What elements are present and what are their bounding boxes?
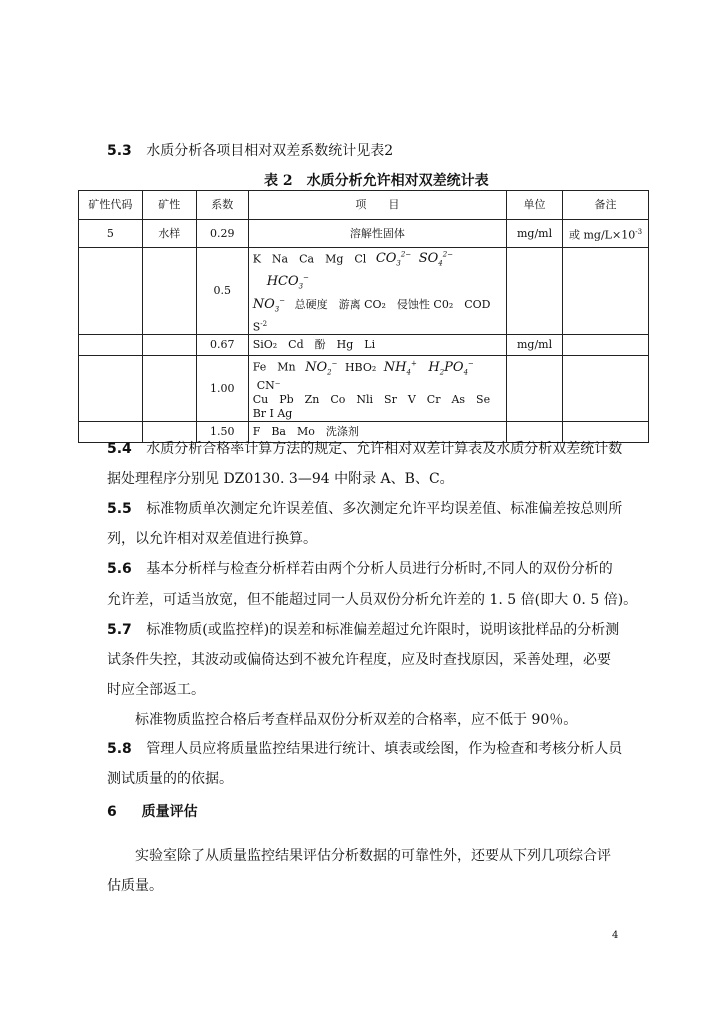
formula-hco3: $HCO_3^-$ [266,273,309,291]
paragraph-line: 实验室除了从质量监控结果评估分析数据的可靠性外，还要从下列几项综合评 [135,848,611,864]
section-number: 5.4 [107,441,132,457]
section-5-5 [107,501,622,517]
formula-co3: $CO_3^{2-}$ [375,251,412,268]
cell-item [248,248,506,335]
item-line [253,248,502,294]
formula-h2po4: $H_2PO_4^-$ [428,359,474,377]
paragraph-line: 测试质量的的依据。 [107,771,233,787]
formula-nh4: $NH_4^+$ [383,359,417,377]
formula-no3: $NO_3^-$ [252,296,286,314]
header-cell: 矿性 [142,191,196,220]
note-text: 或 mg/L×10 [569,228,636,242]
cell-type [142,248,196,335]
cell-type: 水样 [142,220,196,248]
header-cell: 项 目 [248,191,506,220]
cell-unit: mg/ml [507,335,563,356]
section-6-heading [107,804,198,820]
cell-code [79,422,143,443]
cell-item: SiO₂ Cd 酚 Hg Li [248,335,506,356]
paragraph-line: 标准物质监控合格后考查样品双份分析双差的合格率，应不低于 90％。 [135,712,578,728]
cell-unit [507,248,563,335]
header-cell: 矿性代码 [79,191,143,220]
cell-note [563,220,649,248]
item-line: Cu Pb Zn Co Nli Sr V Cr As Se [252,393,491,407]
paragraph-line: 据处理程序分别见 DZ0130. 3—94 中附录 A、B、C。 [107,471,454,487]
section-5-3 [107,143,393,159]
section-5-7 [107,622,619,638]
header-cell: 单位 [507,191,563,220]
cell-coef: 1.00 [196,356,248,422]
page-number: 4 [612,930,619,941]
section-title: 质量评估 [141,804,198,820]
paragraph-line: 估质量。 [107,878,163,894]
cell-item [248,356,506,422]
section-5-4 [107,441,622,457]
table-row [79,248,649,335]
table-row [79,356,649,422]
item-line: Br I Ag [252,407,293,421]
cell-unit [507,422,563,443]
section-5-6 [107,561,613,577]
item-line: Fe Mn $NO_2^-$ HBO₂ $NH_4^+$ $H_2PO_4^-$ CN⁻ [252,359,474,393]
header-cell: 备注 [563,191,649,220]
cell-coef: 1.50 [196,422,248,443]
table-row [79,220,649,248]
table-row [79,335,649,356]
allowed-relative-difference-table [78,190,649,443]
table-caption: 表 2 水质分析允许相对双差统计表 [264,173,489,189]
section-text: 管理人员应将质量监控结果进行统计、填表或绘图，作为检查和考核分析人员 [146,741,623,757]
section-5-8 [107,741,622,757]
section-text: 标准物质(或监控样)的误差和标准偏差超过允许限时，说明该批样品的分析测 [146,622,620,638]
cell-type [142,335,196,356]
item-text: 总硬度 游离 CO₂ 侵蚀性 C0₂ COD [294,298,491,312]
cell-item: 溶解性固体 [248,220,506,248]
cell-coef: 0.29 [196,220,248,248]
cell-unit [507,356,563,422]
cell-note [563,356,649,422]
cell-coef: 0.5 [196,248,248,335]
cell-code [79,335,143,356]
paragraph-line: 允许差，可适当放宽，但不能超过同一人员双份分析允许差的 1. 5 倍(即大 0. 5 倍)。 [107,592,638,608]
cell-code [79,248,143,335]
table-header-row [79,191,649,220]
section-text: 水质分析各项目相对双差系数统计见表2 [146,143,394,159]
cell-item: F Ba Mo 洗涤剂 [248,422,506,443]
header-cell: 系数 [196,191,248,220]
section-number: 5.3 [107,143,132,159]
item-line: $S^{-2}$ [252,319,268,334]
section-number: 5.8 [107,741,132,757]
cell-note [563,335,649,356]
formula-so4: $SO_4^{2-}$ [418,251,454,268]
cell-code: 5 [79,220,143,248]
cell-code [79,356,143,422]
paragraph-line: 试条件失控，其波动或偏倚达到不被允许程度，应及时查找原因，采善处理，必要 [107,652,611,668]
section-text: 标准物质单次测定允许误差值、多次测定允许平均误差值、标准偏差按总则所 [146,501,623,517]
section-number: 5.6 [107,561,132,577]
paragraph-line: 列，以允许相对双差值进行换算。 [107,531,317,547]
formula-no2: $NO_2^-$ [305,359,338,377]
section-number: 5.5 [107,501,132,517]
paragraph-line: 时应全部返工。 [107,682,205,698]
note-exponent: -3 [635,227,643,236]
cell-type [142,356,196,422]
cell-unit: mg/ml [507,220,563,248]
section-number: 6 [107,804,117,820]
ions: K Na Ca Mg Cl [252,252,367,266]
cell-type [142,422,196,443]
section-number: 5.7 [107,622,132,638]
cell-coef: 0.67 [196,335,248,356]
cell-note [563,248,649,335]
section-text: 基本分析样与检查分析样若由两个分析人员进行分析时,不同人的双份分析的 [146,561,613,577]
item-line [253,294,502,317]
cell-note [563,422,649,443]
section-text: 水质分析合格率计算方法的规定、允许相对双差计算表及水质分析双差统计数 [146,441,623,457]
table-row [79,422,649,443]
